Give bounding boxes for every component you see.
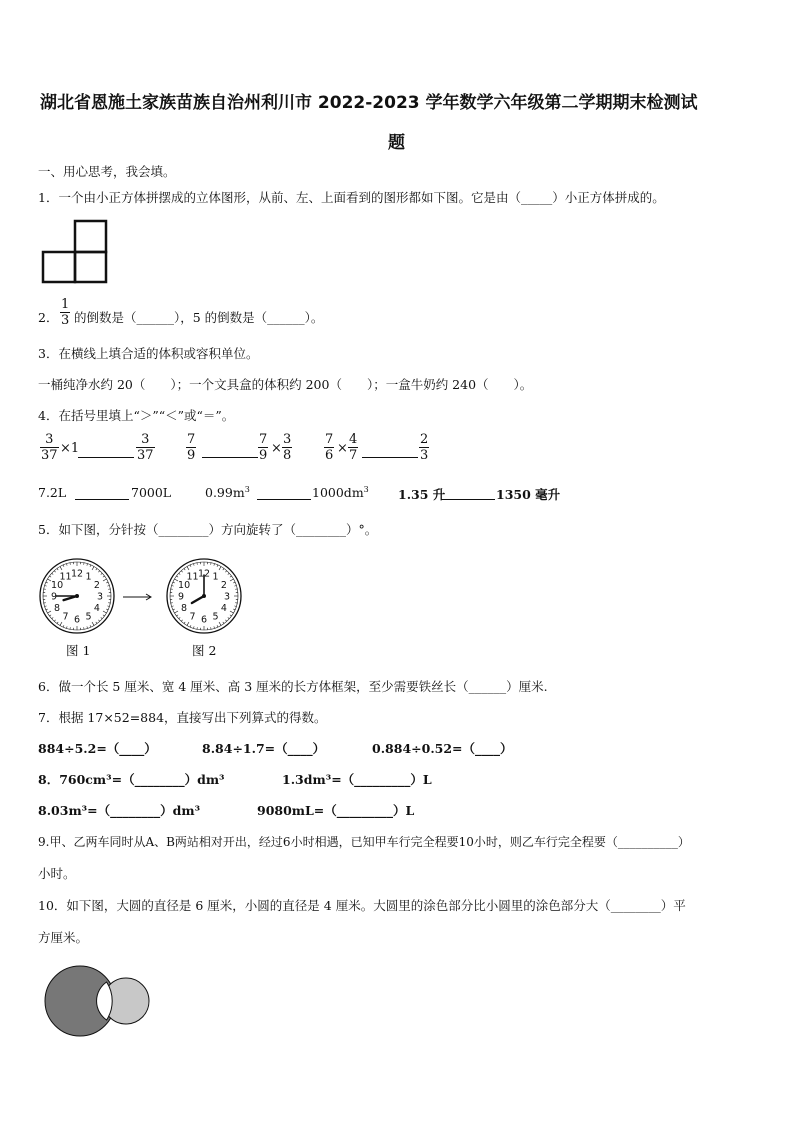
clock-number: 5 xyxy=(85,611,92,623)
question-7-b: 8.84÷1.7=（____） xyxy=(202,741,326,756)
question-2-text: 的倒数是（______），5 的倒数是（______）。 xyxy=(74,310,324,325)
denominator: 6 xyxy=(325,448,334,463)
q4-e2-frac-c xyxy=(282,432,292,463)
q4-e3-times: × xyxy=(337,441,348,456)
q4-e3-frac-a xyxy=(324,432,334,463)
denominator: 8 xyxy=(283,448,292,463)
question-4: 4．在括号里填上“＞”“＜”或“＝”。 xyxy=(38,408,235,423)
denominator: 9 xyxy=(259,448,268,463)
denominator: 37 xyxy=(41,448,58,463)
numerator: 3 xyxy=(45,432,54,447)
clock-number: 5 xyxy=(212,611,219,623)
q4-r1-answer-line[interactable] xyxy=(75,499,129,500)
numerator: 3 xyxy=(283,432,292,447)
numerator: 2 xyxy=(420,432,429,447)
clock-number: 10 xyxy=(178,580,191,591)
question-10-line1: 10．如下图，大圆的直径是 6 厘米，小圆的直径是 4 厘米。大圆里的涂色部分比小圆里的涂色部分大（________）平 xyxy=(38,898,686,913)
q4-r2-right xyxy=(312,485,369,500)
clock-number: 8 xyxy=(181,603,188,614)
clock-number: 6 xyxy=(200,614,208,626)
clock-number: 2 xyxy=(220,580,227,591)
q4-e3-answer-line[interactable] xyxy=(362,457,418,458)
q2-frac-numerator: 1 xyxy=(61,297,70,312)
clock-number: 7 xyxy=(62,611,69,623)
q4-r3-left: 1.35 升 xyxy=(398,487,446,502)
q4-r1-right: 7000L xyxy=(131,485,172,500)
q4-e2-times: × xyxy=(271,441,282,456)
denominator: 37 xyxy=(137,448,154,463)
numerator: 3 xyxy=(141,432,150,447)
numerator: 4 xyxy=(349,432,358,447)
question-1: 1．一个由小正方体拼摆成的立体图形，从前、左、上面看到的图形都如下图。它是由（_____）小正方体拼成的。 xyxy=(38,190,665,205)
document-title-line1: 湖北省恩施土家族苗族自治州利川市 2022-2023 学年数学六年级第二学期期末检测试 xyxy=(40,93,698,113)
clock-number: 7 xyxy=(189,611,196,623)
clock-number: 4 xyxy=(220,603,227,614)
clock-center xyxy=(75,594,79,598)
denominator: 9 xyxy=(187,448,196,463)
clock-number: 4 xyxy=(93,603,100,614)
q2-fraction xyxy=(60,297,70,328)
q4-r1-left: 7.2L xyxy=(38,485,67,500)
question-7: 7．根据 17×52=884，直接写出下列算式的得数。 xyxy=(38,710,327,725)
clock-number: 3 xyxy=(223,591,231,603)
q4-e1-frac-b xyxy=(136,432,155,463)
question-8-b: 1.3dm³=（_________）L xyxy=(282,772,432,787)
overlapping-circles-figure xyxy=(42,962,154,1042)
clock-number: 12 xyxy=(70,568,84,580)
q4-e2-frac-b xyxy=(258,432,268,463)
q4-r2-answer-line[interactable] xyxy=(257,499,311,500)
clock-figure-1 xyxy=(38,557,116,635)
question-3-items: 一桶纯净水约 20（ ）；一个文具盒的体积约 200（ ）；一盒牛奶约 240（ ）。 xyxy=(38,377,533,392)
clock-number: 1 xyxy=(212,571,219,583)
question-8-c: 8.03m³=（________）dm³ xyxy=(38,803,201,818)
clock-number: 8 xyxy=(54,603,61,614)
question-8-a: 8．760cm³=（________）dm³ xyxy=(38,772,225,787)
question-3: 3．在横线上填合适的体积或容积单位。 xyxy=(38,346,259,361)
question-7-a: 884÷5.2=（____） xyxy=(38,741,157,756)
q4-r2-left xyxy=(205,485,250,500)
arrow-right-icon xyxy=(122,592,154,602)
question-10-line2: 方厘米。 xyxy=(38,930,89,945)
clock-number: 10 xyxy=(51,580,64,591)
clock-number: 12 xyxy=(197,568,211,580)
clock-number: 6 xyxy=(73,614,81,626)
numerator: 7 xyxy=(259,432,268,447)
denominator: 7 xyxy=(349,448,358,463)
question-9-line2: 小时。 xyxy=(38,866,76,881)
value: 1000dm xyxy=(312,485,364,501)
document-title-line2: 题 xyxy=(388,133,405,153)
question-2-number: 2． xyxy=(38,310,59,325)
q4-e2-answer-line[interactable] xyxy=(202,457,258,458)
sup: 3 xyxy=(363,485,369,494)
clock-number: 1 xyxy=(85,571,92,583)
question-8-d: 9080mL=（_________）L xyxy=(257,803,415,818)
clock-number: 11 xyxy=(186,571,199,583)
q4-e2-frac-a xyxy=(186,432,196,463)
clock-number: 3 xyxy=(96,591,104,603)
denominator: 3 xyxy=(420,448,429,463)
q4-r3-right: 1350 毫升 xyxy=(496,487,561,502)
sup: 3 xyxy=(244,485,250,494)
question-9-line1: 9.甲、乙两车同时从A、B两站相对开出，经过6小时相遇，已知甲车行完全程要10小时，则乙车行完全程要（__________） xyxy=(38,835,690,849)
q4-e1-answer-line[interactable] xyxy=(78,457,134,458)
q4-e1-times: ×1 xyxy=(60,441,80,456)
numerator: 7 xyxy=(325,432,334,447)
q4-e3-frac-b xyxy=(348,432,358,463)
question-6: 6．做一个长 5 厘米、宽 4 厘米、高 3 厘米的长方体框架，至少需要铁丝长（______）厘米. xyxy=(38,679,548,694)
numerator: 7 xyxy=(187,432,196,447)
clock-number: 11 xyxy=(59,571,72,583)
q4-e1-frac-a xyxy=(40,432,59,463)
question-7-c: 0.884÷0.52=（____） xyxy=(372,741,513,756)
clock-number: 9 xyxy=(50,591,58,603)
q4-e3-frac-c xyxy=(419,432,429,463)
clock-center xyxy=(202,594,206,598)
value: 0.99m xyxy=(205,485,245,501)
clock-figure-2 xyxy=(165,557,243,635)
cube-views-figure xyxy=(42,220,108,284)
figure-1-caption: 图 1 xyxy=(66,643,91,658)
clock-number: 9 xyxy=(177,591,185,603)
section-heading: 一、用心思考，我会填。 xyxy=(38,164,176,179)
figure-2-caption: 图 2 xyxy=(192,643,217,658)
clock-number: 2 xyxy=(93,580,100,591)
q2-frac-denominator: 3 xyxy=(61,313,70,328)
q4-r3-answer-line[interactable] xyxy=(441,499,495,500)
question-5: 5．如下图，分针按（________）方向旋转了（________）°。 xyxy=(38,522,378,537)
